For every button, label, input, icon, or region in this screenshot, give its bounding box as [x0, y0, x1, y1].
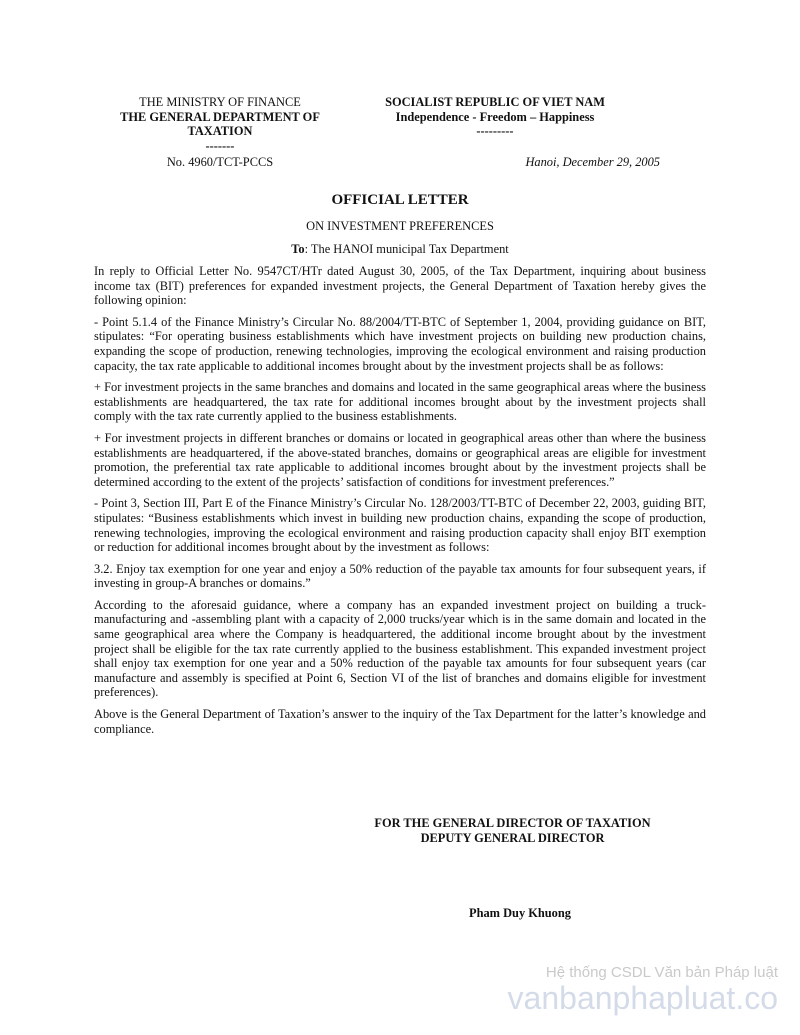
paragraph: 3.2. Enjoy tax exemption for one year and enjoy a 50% reduction of the payable tax amounts for four subsequent years, if investing in group-A branches or domains.” [94, 561, 706, 591]
department-name-line1: THE GENERAL DEPARTMENT OF [120, 109, 320, 124]
paragraph: According to the aforesaid guidance, where a company has an expanded investment project on building a truck-manufacturing and -assembling plant with a capacity of 2,000 trucks/year which is in the same domain and located in the same geographical area where the Company is headquartered, the additional income brought about by the investment project shall be eligible for the tax rate currently applied to the business establishment. This expanded investment project shall enjoy tax exemption for one year and a 50% reduction of the payable tax amounts for four subsequent years (car manufacture and assembly is specified at Point 6, Section VI of the list of branches and domains eligible for investment preferences). [94, 597, 706, 700]
ministry-name: THE MINISTRY OF FINANCE [139, 95, 301, 109]
issuer-separator: ------- [205, 138, 235, 153]
recipient-text: : The HANOI municipal Tax Department [304, 242, 509, 256]
paragraph: In reply to Official Letter No. 9547CT/HTr dated August 30, 2005, of the Tax Department, inquiring about business income tax (BIT) preferences for expanded investment projects, the General Department of Taxation hereby gives the following opinion: [94, 264, 706, 308]
country-name: SOCIALIST REPUBLIC OF VIET NAM [385, 95, 605, 109]
watermark-caption: Hệ thống CSDL Văn bản Pháp luật [545, 964, 778, 981]
paragraph: Above is the General Department of Taxation’s answer to the inquiry of the Tax Department for the latter’s knowledge and compliance. [94, 707, 706, 736]
document-date: Hanoi, December 29, 2005 [525, 155, 660, 169]
recipient-line [0, 242, 800, 257]
document-subtitle: ON INVESTMENT PREFERENCES [306, 219, 494, 233]
national-motto: Independence - Freedom – Happiness [395, 109, 595, 124]
paragraph: - Point 5.1.4 of the Finance Ministry’s Circular No. 88/2004/TT-BTC of September 1, 2004, providing guidance on BIT, stipulates: “For operating business establishments which have investment projects on building new production chains, expanding the scope of production, renewing technologies, improving the ecological environment and raising production capacity, the tax rate applicable to additional incomes brought about by the investment projects shall be as follows: [94, 314, 706, 373]
national-motto-block [370, 95, 620, 139]
document-title: OFFICIAL LETTER [331, 192, 469, 208]
paragraph: - Point 3, Section III, Part E of the Finance Ministry’s Circular No. 128/2003/TT-BTC of December 22, 2003, guiding BIT, stipulates: “Business establishments which invest in building new production chains, expanding the scope of production, renewing technologies, improving the ecological environment and raising production capacity shall enjoy BIT exemption or reduction for additional incomes brought about by the investment as follows: [94, 496, 706, 555]
letter-body [94, 264, 706, 743]
recipient-label: To [291, 242, 305, 256]
document-number: No. 4960/TCT-PCCS [166, 155, 274, 169]
signature-authority: FOR THE GENERAL DIRECTOR OF TAXATION [374, 816, 651, 830]
paragraph: + For investment projects in the same branches and domains and located in the same geographical areas where the business establishments are headquartered, the tax rate for additional incomes brought about by the investment projects shall comply with the tax rate currently applied to the business establishments. [94, 380, 706, 424]
signature-position: DEPUTY GENERAL DIRECTOR [420, 830, 605, 845]
signer-name: Pham Duy Khuong [469, 906, 571, 920]
signature-block [340, 816, 685, 845]
issuer-block [95, 95, 345, 153]
paragraph: + For investment projects in different branches or domains or located in geographical areas other than where the business establishments are headquartered, if the above-stated branches, domains or geographical areas are eligible for investment promotion, the preferential tax rate applicable to additional incomes brought about by the investment projects shall be determined according to the extent of the projects’ satisfaction of conditions for investment preferences.” [94, 430, 706, 489]
motto-separator: --------- [476, 124, 514, 139]
department-name-line2: TAXATION [187, 124, 253, 139]
watermark-site: vanbanphapluat.co [507, 980, 778, 1016]
